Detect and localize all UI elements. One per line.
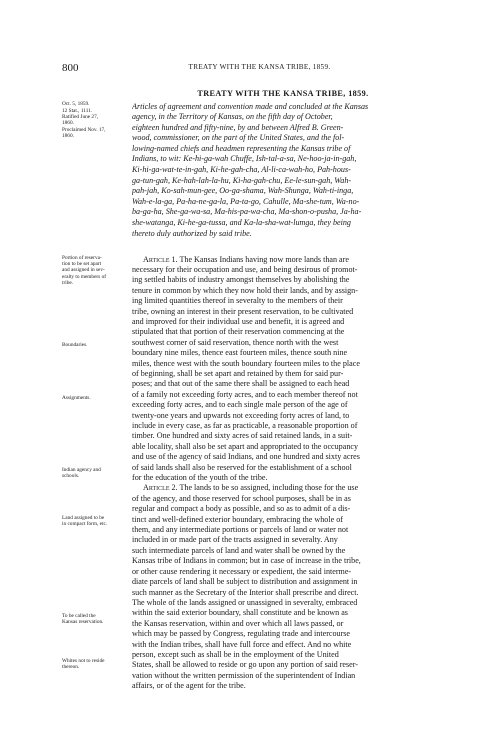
preamble-line: Articles of agreement and convention made and concluded at the Kansas	[132, 101, 369, 111]
article-1-line: exceeding forty acres, and to each single male person of the age of	[132, 400, 348, 410]
articles-text	[132, 255, 459, 692]
article-2-first-line: The lands to be so assigned, including those for the use	[177, 483, 359, 493]
article-2-line: of the agency, and those reserved for school purposes, shall be in as	[132, 493, 351, 503]
treaty-title: TREATY WITH THE KANSA TRIBE, 1859.	[197, 89, 369, 98]
article-1-line: stipulated that that portion of their reservation commencing at the	[132, 327, 345, 337]
article-2-line: States, shall be allowed to reside or go upon any portion of said reser-	[132, 660, 358, 670]
sidenote-assignments	[62, 395, 128, 401]
article-1-line: miles, thence west with the south boundary fourteen miles to the place	[132, 358, 360, 368]
preamble-line: agency, in the Territory of Kansas, on the fifth day of October,	[132, 112, 333, 122]
article-2-line	[132, 483, 459, 493]
sidenote-line: Kansas reservation.	[62, 619, 104, 626]
article-2-line: included in or made part of the tracts assigned in severalty. Any	[132, 535, 338, 545]
article-2-line: which may be passed by Congress, regulating trade and intercourse	[132, 629, 351, 639]
sidenote-line: 1860.	[62, 120, 74, 127]
article-2-line: such intermediate parcels of land and water shall be owned by the	[132, 545, 346, 555]
sidenote-whites	[62, 658, 128, 670]
article-1-line: include in every case, as far as practicable, a reasonable proportion of	[132, 421, 358, 430]
sidenote-kansas-reservation	[62, 613, 128, 625]
article-2-line: vation without the written permission of the superintendent of Indian	[132, 670, 356, 680]
article-1-line: able locality, shall also be set apart and appropriated to the occupancy	[132, 441, 359, 451]
article-1-line: poses; and that out of the same there shall be assigned to each head	[132, 379, 350, 389]
sidenote-line: Land assigned to be	[62, 515, 105, 521]
sidenote-line: Ratified June 27,	[62, 114, 99, 121]
article-2-line: the Kansas reservation, within and over which all laws passed, or	[132, 618, 344, 628]
sidenote-line: tion to be set apart	[62, 261, 102, 268]
sidenote-line: and assigned in sev-	[62, 267, 105, 274]
article-1-line: timber. One hundred and sixty acres of said retained lands, in a suit-	[132, 431, 353, 441]
sidenote-line: eralty to members of	[62, 273, 106, 280]
article-1-line: ing settled habits of industry amongst themselves by abolishing the	[132, 275, 350, 285]
article-2-line: The whole of the lands assigned or unassigned in severalty, embraced	[132, 597, 358, 607]
article-2-line: with the Indian tribes, shall have full force and effect. And no white	[132, 639, 352, 649]
page-number: 800	[62, 62, 79, 74]
article-1-line: ing limited quantities thereof in severalty to the members of their	[132, 296, 343, 306]
sidenote-date	[62, 101, 128, 107]
sidenote-line: tribe.	[62, 279, 74, 286]
article-2-line: regular and compact a body as possible, and so as to admit of a dis-	[132, 504, 351, 514]
article-1-line: southwest corner of said reservation, thence north with the west	[132, 337, 339, 347]
article-1-line: tribe, owning an interest in their present reservation, to be cultivated	[132, 306, 354, 316]
preamble	[132, 102, 459, 240]
sidenote-line: 12 Stat., 1111.	[62, 108, 93, 114]
article-1-line: boundary nine miles, thence east fourteen miles, thence south nine	[132, 348, 348, 358]
preamble-line: lowing-named chiefs and headmen representing the Kansas tribe of	[132, 143, 351, 153]
article-2-line: tinct and well-defined exterior boundary, embracing the whole of	[132, 514, 343, 524]
article-1-line: twenty-one years and upwards not exceeding forty acres of land, to	[132, 410, 350, 420]
preamble-line: ga-tun-gah, Ke-hah-lah-la-hu, Ki-ha-gah-chu, Ee-le-sun-gah, Wah-	[132, 175, 352, 185]
sidenote-line: 1860.	[62, 132, 74, 139]
article-2-line: within the said exterior boundary, shall constitute and be known as	[132, 608, 348, 618]
article-1-line: for the education of the youth of the tribe.	[132, 473, 268, 483]
article-1-line: necessary for their occupation and use, and being desirous of promot-	[132, 264, 358, 274]
sidenote-compact-form	[62, 515, 128, 527]
article-2-line: Kansas tribe of Indians in common; but in case of increase in the tribe,	[132, 556, 361, 566]
article-2-line: affairs, or of the agent for the tribe.	[132, 681, 246, 691]
article-1-line: and improved for their individual use and benefit, it is agreed and	[132, 316, 345, 326]
sidenote-schools	[62, 467, 128, 479]
article-2-line: them, and any intermediate portions or parcels of land or water not	[132, 525, 349, 535]
article-2-line: such manner as the Secretary of the Interior shall prescribe and direct.	[132, 587, 359, 597]
sidenote-stat	[62, 108, 128, 139]
running-head: TREATY WITH THE KANSA TRIBE, 1859.	[188, 63, 331, 71]
preamble-line: thereto duly authorized by said tribe.	[132, 228, 252, 238]
article-1-first-line: The Kansas Indians having now more lands than are	[177, 254, 349, 264]
article-2-line: person, except such as shall be in the employment of the United	[132, 649, 339, 659]
article-1-line: of beginning, shall be set apart and retained by them for said pur-	[132, 368, 344, 378]
preamble-line: ba-ga-ha, She-ga-wa-sa, Ma-his-pa-wa-cha, Ma-shon-o-pusha, Ja-ha-	[132, 207, 362, 217]
article-1-line: and use of the agency of said Indians, and one hundred and sixty acres	[132, 452, 360, 462]
sidenote-line: Portion of reserva-	[62, 255, 102, 261]
article-2-line: diate parcels of land shall be subject to distribution and assignment in	[132, 577, 358, 587]
sidenote-line: schools.	[62, 473, 80, 480]
preamble-line: eighteen hundred and fifty-nine, by and between Alfred B. Green-	[132, 122, 344, 132]
article-2-line: or other cause rendering it necessary or expedient, the said interme-	[132, 566, 352, 576]
sidenote-reservation-portion	[62, 255, 128, 286]
preamble-line: Wah-e-la-ga, Pa-ha-ne-ga-la, Pa-ta-go, Cahulle, Ma-she-tum, Wa-no-	[132, 196, 360, 206]
preamble-line: she-watanga, Ki-he-ga-tussa, and Ka-la-sha-wat-lumga, they being	[132, 218, 351, 228]
sidenote-line: Whites not to reside	[62, 658, 105, 664]
sidenote-line: thereon.	[62, 664, 80, 671]
page-header	[62, 62, 457, 74]
preamble-line: wood, commissioner, on the part of the United States, and the fol-	[132, 133, 345, 143]
sidenote-line: Proclaimed Nov. 17,	[62, 126, 106, 133]
sidenote-line: in compact form, etc.	[62, 521, 108, 528]
article-1-line: of said lands shall also be reserved for the establishment of a school	[132, 462, 352, 472]
article-1-label: Article 1.	[143, 254, 178, 264]
preamble-line: Indians, to wit: Ke-hi-ga-wah Chuffe, Ish-tal-a-sa, Ne-hoo-ja-in-gah,	[132, 154, 357, 164]
article-1-line	[132, 255, 459, 265]
sidenote-line: Indian agency and	[62, 467, 101, 473]
preamble-line: pah-jah, Ko-sah-mun-gee, Oo-ga-shama, Wah-Shunga, Wah-ti-inga,	[132, 186, 354, 196]
sidenote-line: To be called the	[62, 613, 96, 619]
preamble-line: Ki-hi-ga-wat-te-in-gah, Ki-he-gah-cha, Al-li-ca-wah-ho, Pah-hous-	[132, 165, 351, 175]
article-1-line: tenure in common by which they now hold their lands, and by assign-	[132, 285, 358, 295]
sidenote-boundaries	[62, 342, 128, 348]
sidenote-line: Assignments.	[62, 395, 91, 401]
sidenote-line: Boundaries.	[62, 342, 88, 348]
article-1-line: of a family not exceeding forty acres, and to each member thereof not	[132, 389, 358, 399]
article-2-label: Article 2.	[143, 483, 178, 493]
sidenote-line: Oct. 5, 1859.	[62, 101, 90, 107]
